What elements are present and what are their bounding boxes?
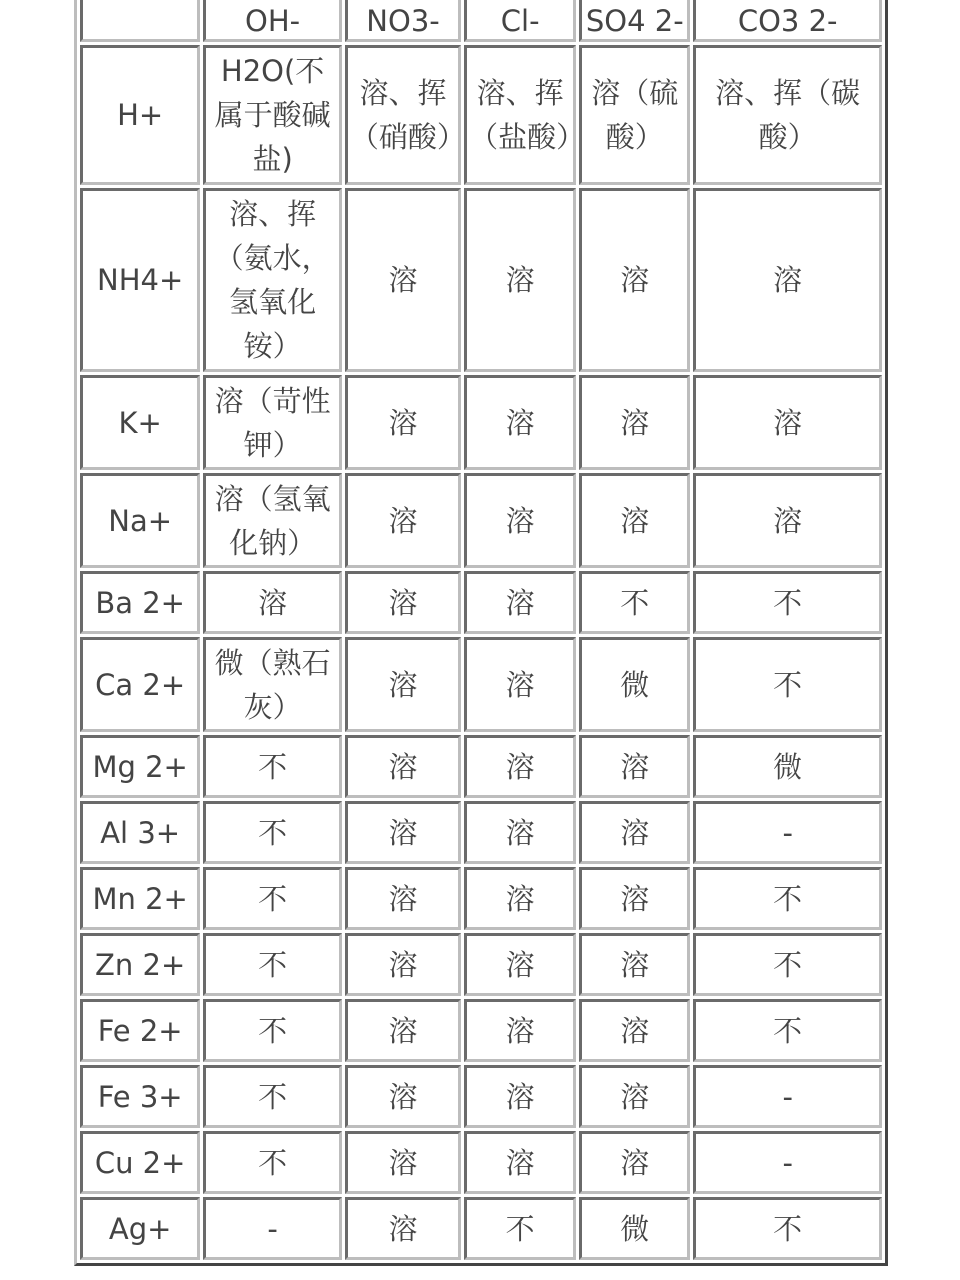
table-cell: 溶 (345, 473, 461, 568)
table-cell: 溶、挥（硝酸） (345, 45, 461, 185)
cation-cell: Zn 2+ (80, 933, 200, 996)
table-cell: 溶 (464, 473, 576, 568)
table-row (80, 45, 882, 185)
table-cell: 不 (693, 571, 882, 634)
header-cell-cl: Cl- (464, 0, 576, 42)
table-cell: 溶 (693, 188, 882, 372)
header-row (80, 0, 882, 42)
table-cell: 溶 (579, 735, 690, 798)
table-cell: 溶 (345, 637, 461, 732)
table-cell: 溶 (345, 188, 461, 372)
cation-cell: Ba 2+ (80, 571, 200, 634)
table-row (80, 188, 882, 372)
cation-cell: NH4+ (80, 188, 200, 372)
table-cell: 不 (203, 867, 342, 930)
table-cell: 溶 (579, 1131, 690, 1194)
table-cell: 不 (203, 801, 342, 864)
table-cell: 溶（苛性钾） (203, 375, 342, 470)
header-cell-no3: NO3- (345, 0, 461, 42)
table-cell: 溶（氢氧化钠） (203, 473, 342, 568)
table-cell: 溶 (345, 867, 461, 930)
table-cell: 不 (693, 933, 882, 996)
table-cell: 溶 (345, 1065, 461, 1128)
header-cell-so4: SO4 2- (579, 0, 690, 42)
table-row (80, 571, 882, 634)
table-cell: 溶 (464, 571, 576, 634)
table-cell: 溶 (579, 473, 690, 568)
table-cell: 溶 (579, 375, 690, 470)
table-cell: 溶 (579, 188, 690, 372)
header-cell-oh: OH- (203, 0, 342, 42)
table-cell: 溶 (464, 867, 576, 930)
table-cell: - (693, 801, 882, 864)
table-cell: 溶 (345, 801, 461, 864)
table-cell: 溶 (579, 1065, 690, 1128)
table-cell: 微 (693, 735, 882, 798)
table-cell: 不 (203, 1065, 342, 1128)
table-cell: 不 (203, 1131, 342, 1194)
table-cell: 溶 (464, 735, 576, 798)
table-cell: 溶 (345, 999, 461, 1062)
cation-cell: Ca 2+ (80, 637, 200, 732)
table-cell: 溶 (345, 1131, 461, 1194)
table-cell: 溶 (579, 801, 690, 864)
table-row (80, 867, 882, 930)
table-cell: 不 (693, 1197, 882, 1260)
table-cell: 不 (464, 1197, 576, 1260)
cation-cell: Ag+ (80, 1197, 200, 1260)
table-cell: - (693, 1131, 882, 1194)
table-cell: 溶、挥（盐酸） (464, 45, 576, 185)
cation-cell: Al 3+ (80, 801, 200, 864)
table-row (80, 473, 882, 568)
table-cell: 不 (693, 637, 882, 732)
table-cell: 溶 (464, 375, 576, 470)
table-row (80, 1131, 882, 1194)
solubility-table-container (74, 0, 888, 1266)
table-cell: 溶 (464, 933, 576, 996)
table-cell: 溶 (203, 571, 342, 634)
table-cell: 溶 (345, 735, 461, 798)
cation-cell: Fe 2+ (80, 999, 200, 1062)
cation-cell: Na+ (80, 473, 200, 568)
table-row (80, 933, 882, 996)
table-cell: 溶（硫酸） (579, 45, 690, 185)
table-cell: 微 (579, 637, 690, 732)
table-cell: 溶、挥（氨水，氢氧化铵） (203, 188, 342, 372)
table-cell: 溶 (579, 999, 690, 1062)
header-cell-co3: CO3 2- (693, 0, 882, 42)
solubility-table (74, 0, 888, 1266)
table-row (80, 637, 882, 732)
table-cell: 溶 (579, 933, 690, 996)
table-cell: - (203, 1197, 342, 1260)
table-cell: 溶 (345, 571, 461, 634)
table-cell: 溶 (345, 1197, 461, 1260)
table-cell: 不 (203, 735, 342, 798)
table-cell: 不 (693, 999, 882, 1062)
table-cell: 溶 (464, 999, 576, 1062)
table-cell: 溶 (345, 375, 461, 470)
table-cell: 溶 (693, 473, 882, 568)
table-cell: 溶、挥（碳酸） (693, 45, 882, 185)
header-corner-cell (80, 0, 200, 42)
cation-cell: Fe 3+ (80, 1065, 200, 1128)
table-row (80, 801, 882, 864)
cation-cell: Mn 2+ (80, 867, 200, 930)
table-cell: - (693, 1065, 882, 1128)
table-cell: 溶 (345, 933, 461, 996)
table-cell: 不 (203, 933, 342, 996)
table-cell: 溶 (693, 375, 882, 470)
table-cell: 微 (579, 1197, 690, 1260)
table-cell: H2O(不属于酸碱盐) (203, 45, 342, 185)
table-cell: 溶 (464, 801, 576, 864)
table-cell: 不 (203, 999, 342, 1062)
table-cell: 溶 (579, 867, 690, 930)
table-cell: 微（熟石灰） (203, 637, 342, 732)
table-cell: 溶 (464, 1131, 576, 1194)
table-cell: 不 (693, 867, 882, 930)
cation-cell: K+ (80, 375, 200, 470)
table-row (80, 1197, 882, 1260)
table-cell: 不 (579, 571, 690, 634)
cation-cell: Mg 2+ (80, 735, 200, 798)
table-row (80, 375, 882, 470)
table-cell: 溶 (464, 637, 576, 732)
cation-cell: H+ (80, 45, 200, 185)
table-row (80, 1065, 882, 1128)
table-row (80, 735, 882, 798)
table-cell: 溶 (464, 188, 576, 372)
table-row (80, 999, 882, 1062)
cation-cell: Cu 2+ (80, 1131, 200, 1194)
table-cell: 溶 (464, 1065, 576, 1128)
